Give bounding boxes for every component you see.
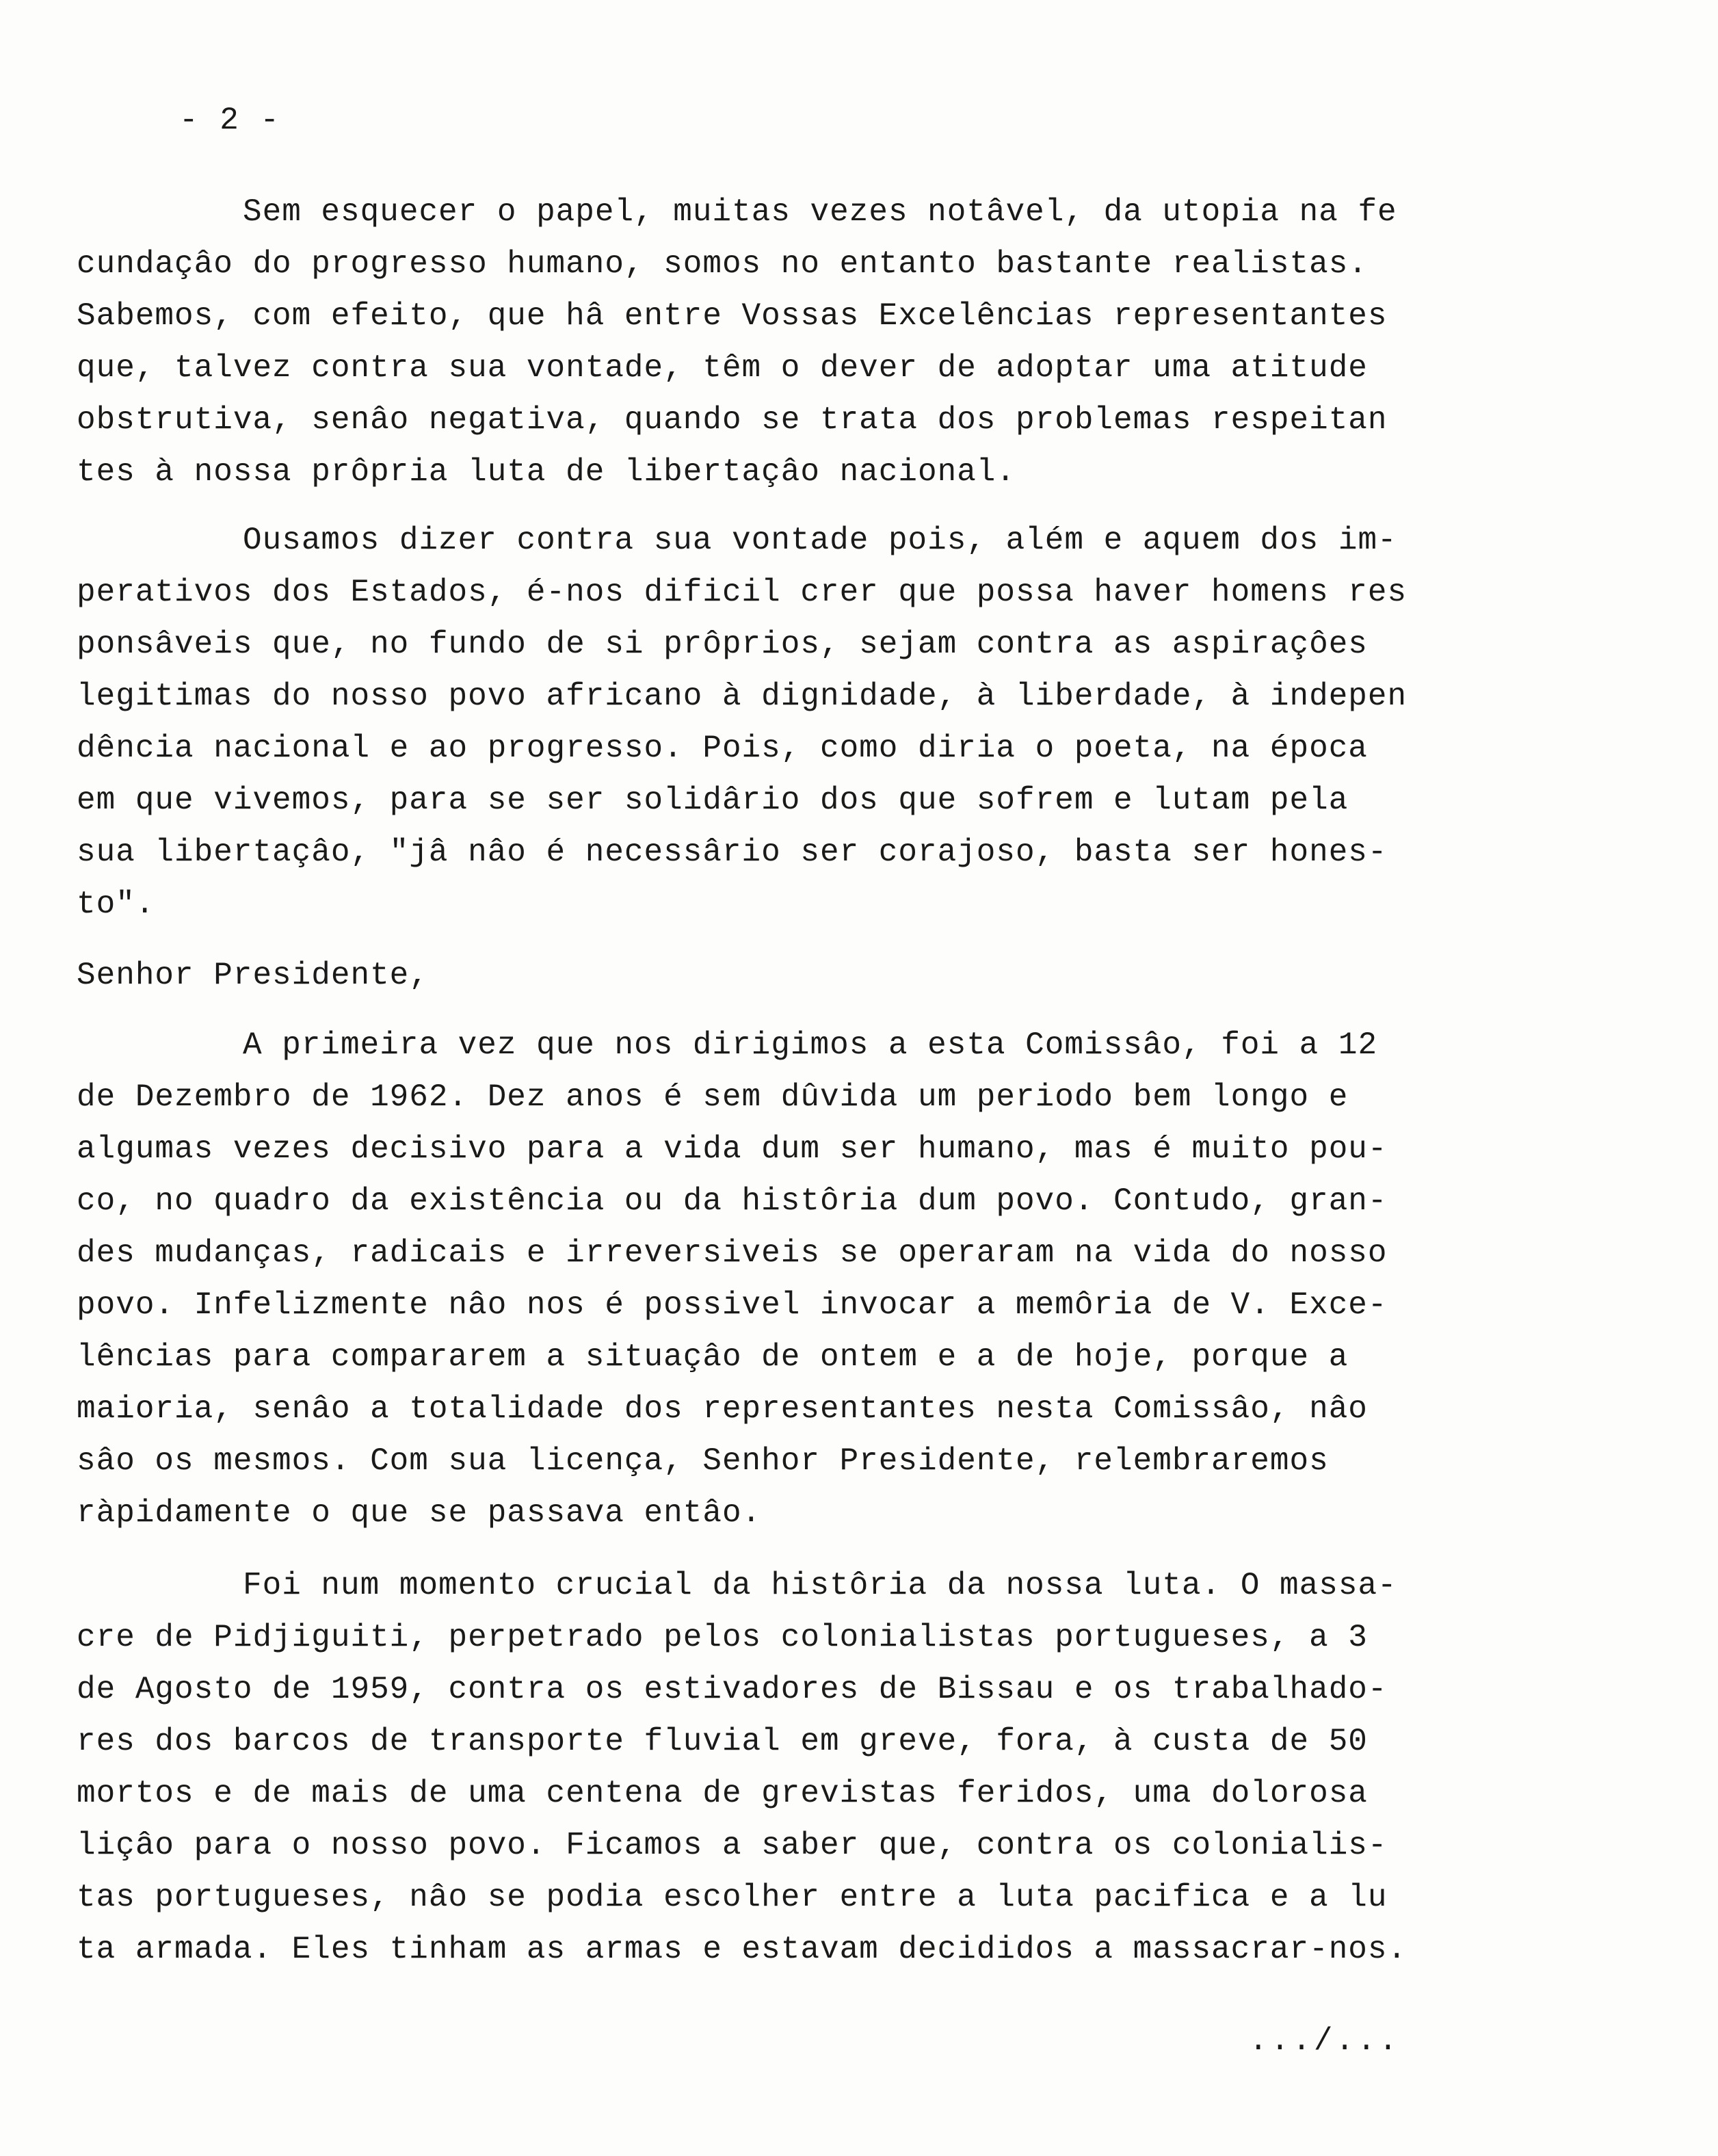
continuation-mark: .../...	[1249, 2023, 1401, 2059]
text-line: de Dezembro de 1962. Dez anos é sem dûvida um periodo bem longo e	[77, 1079, 1349, 1115]
text-line: Foi num momento crucial da histôria da nossa luta. O massa-	[243, 1568, 1397, 1603]
text-line: mortos e de mais de uma centena de grevistas feridos, uma dolorosa	[77, 1776, 1368, 1811]
text-line: sua libertaçâo, "jâ nâo é necessârio ser corajoso, basta ser hones-	[77, 834, 1388, 870]
text-line: co, no quadro da existência ou da histôria dum povo. Contudo, gran-	[77, 1183, 1388, 1219]
text-line: tes à nossa prôpria luta de libertaçâo nacional.	[77, 454, 1016, 490]
text-line: tas portugueses, nâo se podia escolher entre a luta pacifica e a lu	[77, 1880, 1388, 1915]
text-line: povo. Infelizmente nâo nos é possivel invocar a memôria de V. Exce-	[77, 1287, 1388, 1323]
text-line: que, talvez contra sua vontade, têm o dever de adoptar uma atitude	[77, 350, 1368, 386]
text-line: algumas vezes decisivo para a vida dum ser humano, mas é muito pou-	[77, 1131, 1388, 1167]
text-line: to".	[77, 886, 155, 922]
salutation	[77, 949, 1499, 1001]
text-line: obstrutiva, senâo negativa, quando se trata dos problemas respeitan	[77, 402, 1388, 438]
text-line: liçâo para o nosso povo. Ficamos a saber que, contra os colonialis-	[77, 1828, 1388, 1863]
text-line: ta armada. Eles tinham as armas e estavam decididos a massacrar-nos.	[77, 1932, 1408, 1967]
text-line: ràpidamente o que se passava entâo.	[77, 1495, 762, 1531]
text-line: sâo os mesmos. Com sua licença, Senhor Presidente, relembraremos	[77, 1443, 1329, 1479]
text-line: em que vivemos, para se ser solidârio dos que sofrem e lutam pela	[77, 783, 1349, 818]
page-number: - 2 -	[179, 103, 281, 138]
text-line: des mudanças, radicais e irreversiveis se operaram na vida do nosso	[77, 1235, 1388, 1271]
text-line: de Agosto de 1959, contra os estivadores de Bissau e os trabalhado-	[77, 1672, 1388, 1707]
text-line: perativos dos Estados, é-nos dificil crer que possa haver homens res	[77, 575, 1408, 610]
paragraph-2	[77, 514, 1499, 930]
text-line: A primeira vez que nos dirigimos a esta Comissâo, foi a 12	[243, 1027, 1378, 1063]
paragraph-4	[77, 1560, 1499, 1975]
text-line: res dos barcos de transporte fluvial em greve, fora, à custa de 50	[77, 1724, 1368, 1759]
text-line: Sem esquecer o papel, muitas vezes notâvel, da utopia na fe	[243, 194, 1397, 230]
text-line: cundaçâo do progresso humano, somos no entanto bastante realistas.	[77, 246, 1368, 282]
text-line: Sabemos, com efeito, que hâ entre Vossas Excelências representantes	[77, 298, 1388, 334]
text-line: cre de Pidjiguiti, perpetrado pelos colonialistas portugueses, a 3	[77, 1620, 1368, 1655]
text-line: Senhor Presidente,	[77, 958, 429, 993]
text-line: maioria, senâo a totalidade dos representantes nesta Comissâo, nâo	[77, 1391, 1368, 1427]
text-line: dência nacional e ao progresso. Pois, como diria o poeta, na época	[77, 731, 1368, 766]
text-line: Ousamos dizer contra sua vontade pois, além e aquem dos im-	[243, 523, 1397, 558]
text-line: legitimas do nosso povo africano à dignidade, à liberdade, à indepen	[77, 679, 1408, 714]
text-line: ponsâveis que, no fundo de si prôprios, sejam contra as aspiraçôes	[77, 627, 1368, 662]
paragraph-3	[77, 1019, 1499, 1539]
paragraph-1	[77, 186, 1499, 498]
text-line: lências para compararem a situaçâo de ontem e a de hoje, porque a	[77, 1339, 1349, 1375]
